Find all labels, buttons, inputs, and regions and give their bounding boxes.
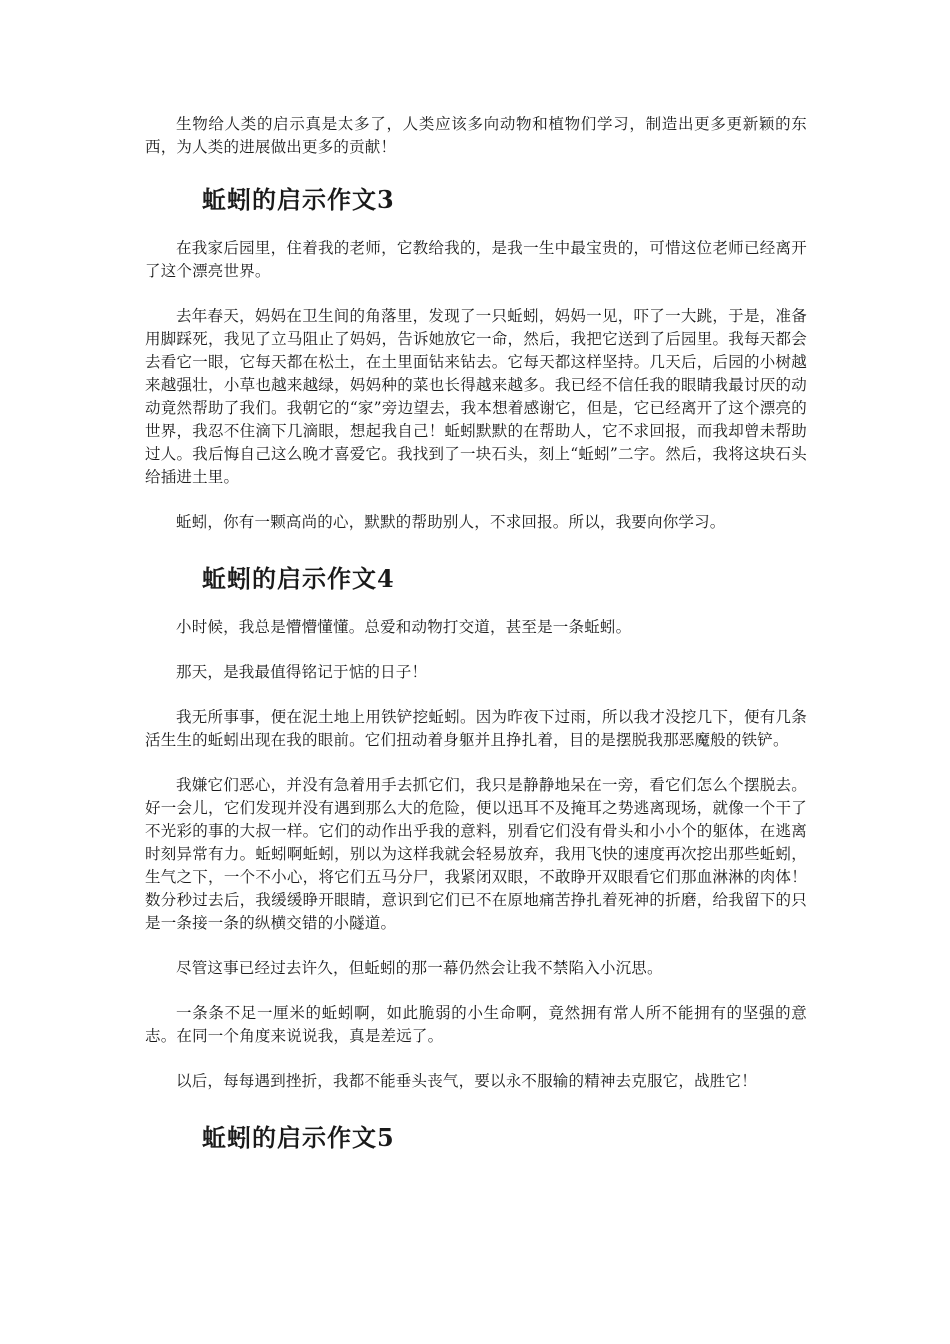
paragraph: 以后，每每遇到挫折，我都不能垂头丧气，要以永不服输的精神去克服它，战胜它！ xyxy=(176,1072,757,1090)
section-heading: 蚯蚓的启示作文3 xyxy=(202,185,395,214)
paragraph: 生物给人类的启示真是太多了，人类应该多向动物和植物们学习，制造出更多更新颖的东西，为人类的进展做出更多的贡献！ xyxy=(145,115,807,156)
paragraph: 我嫌它们恶心，并没有急着用手去抓它们，我只是静静地呆在一旁，看它们怎么个摆脱去。好一会儿，它们发现并没有遇到那么大的危险，便以迅耳不及掩耳之势逃离现场，就像一个干了不光彩的事的大叔一样。它们的动作出乎我的意料，别看它们没有骨头和小小个的躯体，在逃离时刻异常有力。蚯蚓啊蚯蚓，别以为这样我就会轻易放弃，我用飞快的速度再次挖出那些蚯蚓，生气之下，一个不小心，将它们五马分尸，我紧闭双眼，不敢睁开双眼看它们那血淋淋的肉体！数分秒过去后，我缓缓睁开眼睛，意识到它们已不在原地痛苦挣扎着死神的折磨，给我留下的只是一条接一条的纵横交错的小隧道。 xyxy=(145,776,807,932)
paragraph: 一条条不足一厘米的蚯蚓啊，如此脆弱的小生命啊，竟然拥有常人所不能拥有的坚强的意志。在同一个角度来说说我，真是差远了。 xyxy=(145,1004,807,1045)
paragraph: 在我家后园里，住着我的老师，它教给我的，是我一生中最宝贵的，可惜这位老师已经离开了这个漂亮世界。 xyxy=(145,239,807,280)
paragraph: 小时候，我总是懵懵懂懂。总爱和动物打交道，甚至是一条蚯蚓。 xyxy=(176,618,632,636)
paragraph: 那天，是我最值得铭记于惦的日子！ xyxy=(176,663,428,681)
paragraph: 蚯蚓，你有一颗高尚的心，默默的帮助别人，不求回报。所以，我要向你学习。 xyxy=(176,513,726,531)
paragraph: 去年春天，妈妈在卫生间的角落里，发现了一只蚯蚓，妈妈一见，吓了一大跳，于是，准备用脚踩死，我见了立马阻止了妈妈，告诉她放它一命，然后，我把它送到了后园里。我每天都会去看它一眼，它每天都在松土，在土里面钻来钻去。它每天都这样坚持。几天后，后园的小树越来越强壮，小草也越来越绿，妈妈种的菜也长得越来越多。我已经不信任我的眼睛我最讨厌的动动竟然帮助了我们。我朝它的“家”旁边望去，我本想着感谢它，但是，它已经离开了这个漂亮的世界，我忍不住滴下几滴眼，想起我自己！蚯蚓默默的在帮助人，它不求回报，而我却曾未帮助过人。我后悔自己这么晚才喜爱它。我找到了一块石头，刻上“蚯蚓”二字。然后，我将这块石头给插进土里。 xyxy=(145,307,807,486)
section-heading: 蚯蚓的启示作文4 xyxy=(202,564,395,593)
paragraph: 尽管这事已经过去许久，但蚯蚓的那一幕仍然会让我不禁陷入小沉思。 xyxy=(176,959,663,977)
document-body xyxy=(145,113,807,1175)
section-heading: 蚯蚓的启示作文5 xyxy=(202,1123,395,1152)
paragraph: 我无所事事，便在泥土地上用铁铲挖蚯蚓。因为昨夜下过雨，所以我才没挖几下，便有几条活生生的蚯蚓出现在我的眼前。它们扭动着身躯并且挣扎着，目的是摆脱我那恶魔般的铁铲。 xyxy=(145,708,807,749)
